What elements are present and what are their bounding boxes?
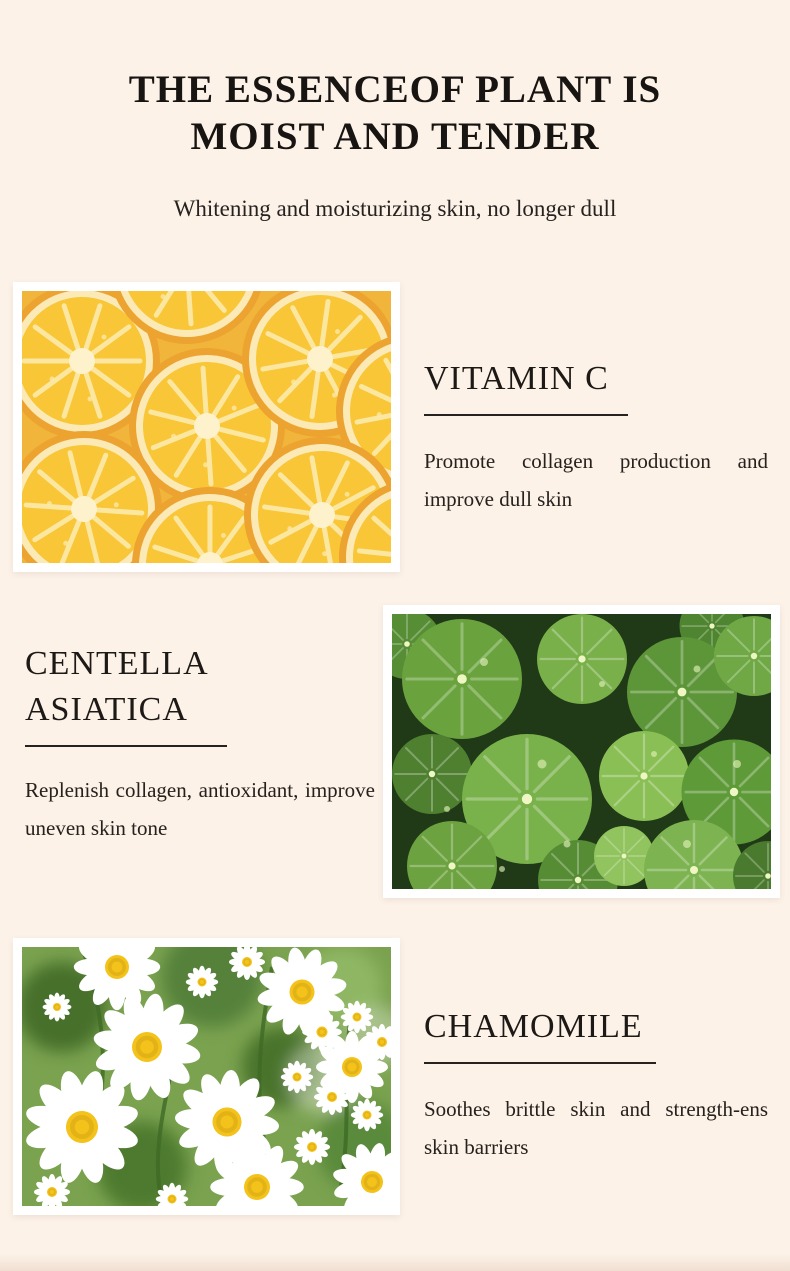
chamomile-underline [424,1062,656,1064]
bottom-section-edge [0,1254,790,1271]
chamomile-photo [13,938,400,1215]
centella-photo [383,605,780,898]
page-title [0,66,790,160]
vitamin-c-description: Promote collagen production and improve dull skin [424,449,768,511]
orange-slices-graphic [22,291,391,563]
section-chamomile [424,1004,768,1166]
vitamin-c-underline [424,414,628,416]
page-title-line1: THE ESSENCEOF PLANT IS [128,68,662,111]
chamomile-heading: CHAMOMILE [424,1008,643,1045]
vitamin-c-heading: VITAMIN C [424,360,609,397]
page-title-line2: MOIST AND TENDER [190,115,600,158]
centella-leaves-graphic [392,614,771,889]
section-vitamin-c [424,356,768,518]
section-centella-asiatica [25,641,375,847]
vitamin-c-photo [13,282,400,572]
chamomile-flowers-graphic [22,947,391,1206]
centella-description: Replenish collagen, antioxidant, improve uneven skin tone [25,778,375,840]
centella-underline [25,745,227,747]
chamomile-description: Soothes brittle skin and strength-ens skin barriers [424,1097,768,1159]
page-subtitle: Whitening and moisturizing skin, no longer dull [173,196,617,221]
centella-heading: CENTELLA ASIATICA [25,645,207,728]
